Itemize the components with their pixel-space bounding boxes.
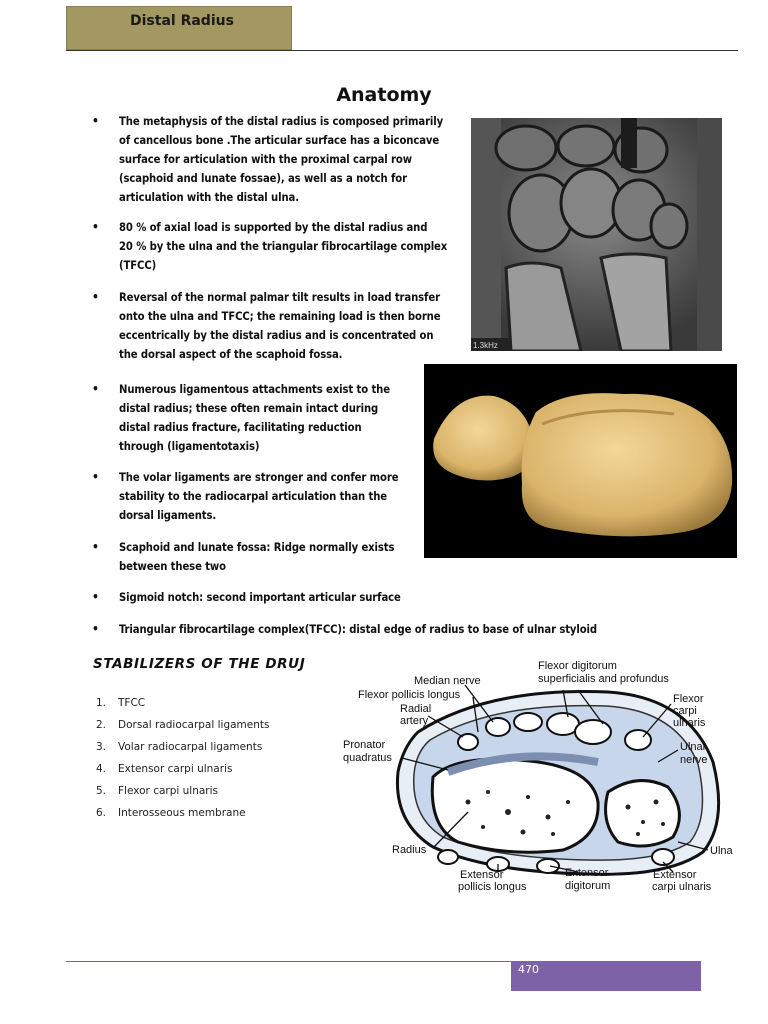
footer-rule xyxy=(66,961,512,962)
cross-section-graphic xyxy=(338,652,746,896)
page-title: Anatomy xyxy=(336,84,432,106)
distal-radius-specimen-photo xyxy=(424,364,737,558)
mri-caption: 1.3kHz xyxy=(473,341,498,350)
label-radial-1: Radial xyxy=(400,703,432,715)
label-flexor-pollicis-longus: Flexor pollicis longus xyxy=(358,689,461,701)
wrist-mri-image xyxy=(471,118,722,351)
label-flexor-digitorum-1: Flexor digitorum xyxy=(538,660,617,672)
label-ulnar-nerve-1: Ulnar xyxy=(680,741,707,753)
bullet-item: • Reversal of the normal palmar tilt results in load transfer onto the ulna and TFCC; the remaining load is then borne eccentrically by the distal radius and is concentrated on the dorsal aspect of the scaphoid fossa. xyxy=(92,290,441,361)
label-ulna: Ulna xyxy=(710,845,733,857)
bullet-item: • 80 % of axial load is supported by the distal radius and 20 % by the ulna and the triangular fibrocartilage complex (TFCC) xyxy=(92,220,448,272)
specimen-graphic xyxy=(424,364,737,558)
label-ulnar-nerve-2: nerve xyxy=(680,754,708,766)
label-flexor-carpi-2: carpi xyxy=(673,705,697,717)
bullet-dot: • xyxy=(92,622,99,636)
list-item: 1. TFCC xyxy=(96,697,146,709)
bullet-item: • Numerous ligamentous attachments exist to the distal radius; these often remain intact during distal radius fracture, facilitating reduction through (ligamentotaxis) xyxy=(92,382,390,453)
page-number: 470 xyxy=(518,963,539,976)
list-item: 5. Flexor carpi ulnaris xyxy=(96,785,219,797)
label-epl-2: pollicis longus xyxy=(458,881,527,893)
stabilizers-list xyxy=(96,697,270,829)
label-median-nerve: Median nerve xyxy=(414,675,481,687)
bullet-dot: • xyxy=(92,590,99,604)
wrist-mri-graphic xyxy=(471,118,722,351)
label-radius: Radius xyxy=(392,844,427,856)
list-item: 3. Volar radiocarpal ligaments xyxy=(96,741,263,753)
label-flexor-carpi-1: Flexor xyxy=(673,693,704,705)
label-edc-1: Extensor xyxy=(565,867,609,879)
list-item: 6. Interosseous membrane xyxy=(96,807,246,819)
label-epl-1: Extensor xyxy=(460,869,504,881)
label-ecu-2: carpi ulnaris xyxy=(652,881,712,893)
bullet-dot: • xyxy=(92,220,99,234)
label-radial-2: artery xyxy=(400,715,429,727)
label-pronator-1: Pronator xyxy=(343,739,386,751)
bullet-item: • Triangular fibrocartilage complex(TFCC): distal edge of radius to base of ulnar styloid xyxy=(92,620,679,639)
bullet-item: • Sigmoid notch: second important articular surface xyxy=(92,588,401,607)
bullet-dot: • xyxy=(92,290,99,304)
bullet-dot: • xyxy=(92,540,99,554)
bullet-dot: • xyxy=(92,382,99,396)
label-flexor-carpi-3: ulnaris xyxy=(673,717,706,729)
header-rule xyxy=(66,50,738,51)
bullet-item: • The volar ligaments are stronger and confer more stability to the radiocarpal articulation than the dorsal ligaments. xyxy=(92,470,399,522)
label-flexor-digitorum-2: superficialis and profundus xyxy=(538,673,669,685)
label-ecu-1: Extensor xyxy=(653,869,697,881)
list-item: 4. Extensor carpi ulnaris xyxy=(96,763,233,775)
bullet-item: • The metaphysis of the distal radius is composed primarily of cancellous bone .The articular surface has a biconcave surface for articulation with the proximal carpal row (scaphoid and lunate fossae), as well as a notch for articulation with the distal ulna. xyxy=(92,114,444,204)
bullet-item: • Scaphoid and lunate fossa: Ridge normally exists between these two xyxy=(92,540,395,573)
stabilizers-heading: STABILIZERS OF THE DRUJ xyxy=(93,656,306,672)
header-section-title: Distal Radius xyxy=(130,13,234,29)
bullet-dot: • xyxy=(92,470,99,484)
label-pronator-2: quadratus xyxy=(343,752,392,764)
footer-page-tab xyxy=(511,961,701,991)
list-item: 2. Dorsal radiocarpal ligaments xyxy=(96,719,270,731)
header-section-tab xyxy=(66,6,292,50)
bullet-dot: • xyxy=(92,114,99,128)
wrist-cross-section-diagram xyxy=(338,652,746,896)
label-edc-2: digitorum xyxy=(565,880,611,892)
